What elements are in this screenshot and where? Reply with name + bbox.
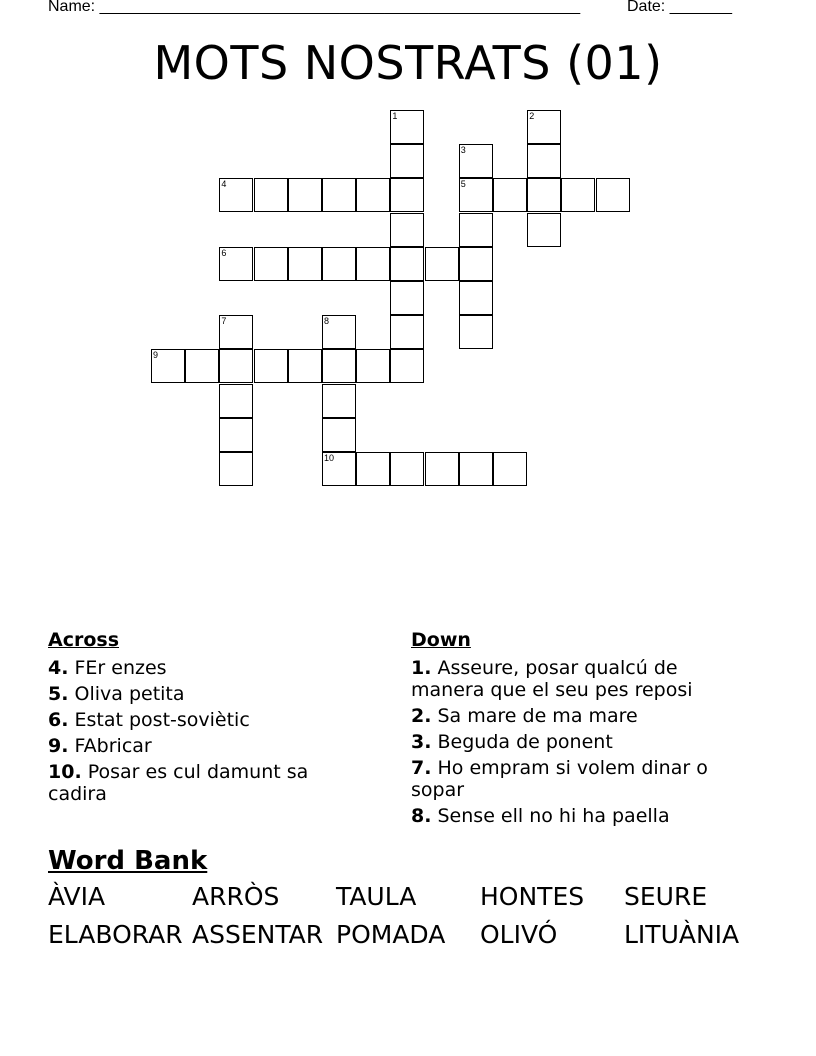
crossword-cell[interactable] (459, 315, 493, 349)
clue-number: 6. (48, 709, 69, 731)
cell-number: 1 (392, 111, 398, 121)
clue-number: 10. (48, 761, 82, 783)
word-bank-word: SEURE (624, 882, 708, 911)
crossword-cell[interactable] (288, 349, 322, 383)
word-bank-word: ÀVIA (48, 882, 106, 911)
crossword-cell[interactable] (459, 452, 493, 486)
cell-number: 8 (324, 316, 330, 327)
word-bank-word: ARRÒS (192, 882, 280, 911)
crossword-cell[interactable] (390, 178, 424, 212)
cell-number: 6 (221, 247, 227, 258)
crossword-cell[interactable] (254, 247, 288, 281)
crossword-cell[interactable] (596, 178, 630, 212)
clue-number: 5. (48, 683, 69, 705)
word-bank-word: LITUÀNIA (624, 920, 740, 949)
crossword-cell[interactable] (356, 349, 390, 383)
word-bank-word: ASSENTAR (192, 920, 324, 949)
down-clues-section (411, 629, 751, 831)
cell-number: 2 (529, 111, 535, 121)
crossword-cell[interactable] (459, 213, 493, 247)
down-clue (411, 731, 751, 753)
crossword-cell[interactable] (459, 144, 493, 178)
crossword-cell[interactable] (425, 452, 459, 486)
cell-number: 7 (221, 316, 227, 327)
word-bank-row (48, 882, 768, 920)
clue-text: FEr enzes (74, 657, 167, 679)
crossword-cell[interactable] (185, 349, 219, 383)
cell-number: 10 (324, 453, 335, 463)
crossword-cell[interactable] (219, 384, 253, 418)
word-bank-row (48, 920, 768, 958)
crossword-cell[interactable] (322, 349, 356, 383)
word-bank-word: HONTES (480, 882, 585, 911)
clue-number: 2. (411, 705, 432, 727)
down-clue (411, 805, 751, 827)
crossword-cell[interactable] (322, 452, 356, 486)
crossword-cell[interactable] (219, 452, 253, 486)
clue-text: Asseure, posar qualcú de manera que el seu pes reposi (411, 657, 693, 701)
crossword-cell[interactable] (322, 418, 356, 452)
clue-number: 9. (48, 735, 69, 757)
crossword-cell[interactable] (527, 178, 561, 212)
across-heading: Across (48, 629, 120, 651)
word-bank-word: TAULA (336, 882, 417, 911)
page-title: MOTS NOSTRATS (01) (153, 36, 663, 90)
clue-text: Ho empram si volem dinar o sopar (411, 757, 708, 801)
crossword-cell[interactable] (254, 349, 288, 383)
word-bank-heading: Word Bank (48, 846, 208, 876)
crossword-cell[interactable] (527, 144, 561, 178)
crossword-cell[interactable] (322, 178, 356, 212)
clue-number: 1. (411, 657, 432, 679)
across-clues-section (48, 629, 368, 809)
across-clue (48, 709, 368, 731)
across-clue (48, 657, 368, 679)
clue-text: Oliva petita (74, 683, 185, 705)
crossword-cell[interactable] (322, 384, 356, 418)
crossword-cell[interactable] (219, 315, 253, 349)
crossword-cell[interactable] (219, 247, 253, 281)
crossword-cell[interactable] (254, 178, 288, 212)
crossword-cell[interactable] (425, 247, 459, 281)
clue-number: 7. (411, 757, 432, 779)
down-heading: Down (411, 629, 471, 651)
across-clue (48, 735, 368, 757)
clue-text: Sa mare de ma mare (437, 705, 638, 727)
crossword-cell[interactable] (322, 247, 356, 281)
cell-number: 3 (460, 145, 466, 156)
crossword-cell[interactable] (459, 178, 493, 212)
crossword-cell[interactable] (219, 178, 253, 212)
crossword-cell[interactable] (459, 247, 493, 281)
down-clue (411, 657, 751, 701)
crossword-cell[interactable] (356, 178, 390, 212)
crossword-cell[interactable] (390, 213, 424, 247)
across-clue (48, 761, 368, 805)
crossword-cell[interactable] (356, 452, 390, 486)
clue-text: Sense ell no hi ha paella (437, 805, 670, 827)
clue-number: 8. (411, 805, 432, 827)
clue-number: 4. (48, 657, 69, 679)
crossword-cell[interactable] (390, 452, 424, 486)
crossword-cell[interactable] (151, 349, 185, 383)
cell-number: 9 (153, 350, 159, 361)
crossword-cell[interactable] (390, 349, 424, 383)
clue-number: 3. (411, 731, 432, 753)
down-clue (411, 705, 751, 727)
crossword-cell[interactable] (219, 418, 253, 452)
crossword-cell[interactable] (459, 281, 493, 315)
crossword-cell[interactable] (493, 178, 527, 212)
clue-text: Posar es cul damunt sa cadira (48, 761, 309, 805)
crossword-cell[interactable] (390, 144, 424, 178)
crossword-cell[interactable] (390, 315, 424, 349)
crossword-cell[interactable] (493, 452, 527, 486)
word-bank-word: POMADA (336, 920, 446, 949)
crossword-cell[interactable] (390, 281, 424, 315)
crossword-cell[interactable] (390, 247, 424, 281)
crossword-cell[interactable] (356, 247, 390, 281)
clue-text: Beguda de ponent (437, 731, 613, 753)
crossword-cell[interactable] (219, 349, 253, 383)
crossword-cell[interactable] (527, 213, 561, 247)
down-clue (411, 757, 751, 801)
crossword-grid (0, 0, 816, 520)
crossword-cell[interactable] (322, 315, 356, 349)
crossword-cell[interactable] (390, 110, 424, 144)
clue-text: FAbricar (74, 735, 152, 757)
crossword-cell[interactable] (527, 110, 561, 144)
cell-number: 4 (221, 179, 227, 190)
word-bank (48, 882, 768, 958)
across-clue (48, 683, 368, 705)
crossword-cell[interactable] (288, 178, 322, 212)
word-bank-word: ELABORAR (48, 920, 183, 949)
crossword-cell[interactable] (288, 247, 322, 281)
word-bank-word: OLIVÓ (480, 920, 558, 949)
date-field-line: Date: _______ (627, 0, 732, 15)
crossword-cell[interactable] (561, 178, 595, 212)
clue-text: Estat post-soviètic (74, 709, 250, 731)
name-field-line: Name: ______________________________________________________ (48, 0, 581, 15)
cell-number: 5 (460, 179, 466, 190)
